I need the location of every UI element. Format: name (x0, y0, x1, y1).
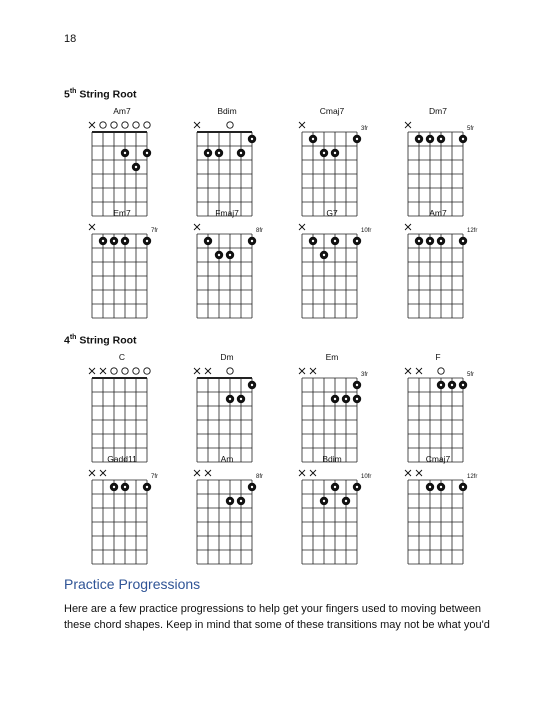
finger-dot-highlight (334, 240, 336, 242)
fretboard-grid (88, 208, 159, 308)
chord-diagram (88, 208, 159, 304)
fret-position-label: 5fr (467, 126, 475, 132)
finger-dot-highlight (345, 398, 347, 400)
chord-diagram (298, 208, 372, 304)
chord-diagram (193, 106, 261, 202)
finger-dot-highlight (124, 486, 126, 488)
finger-dot-highlight (229, 500, 231, 502)
fret-position-label: 8fr (256, 474, 264, 480)
finger-dot-highlight (323, 152, 325, 154)
finger-dot-highlight (334, 152, 336, 154)
chord-name: Bdim (322, 454, 342, 464)
chord-name: Am7 (429, 208, 447, 218)
section-heading-4th-string (64, 334, 137, 347)
open-string-marker (144, 368, 150, 374)
finger-dot-highlight (440, 384, 442, 386)
finger-dot-highlight (429, 486, 431, 488)
finger-dot-highlight (440, 240, 442, 242)
chord-diagram (298, 454, 372, 550)
finger-dot-highlight (240, 500, 242, 502)
fretboard-grid (298, 208, 366, 308)
chord-diagram (404, 208, 478, 304)
chord-diagram (88, 352, 156, 448)
finger-dot-highlight (102, 240, 104, 242)
section-heading-text: String Root (76, 334, 137, 347)
open-string-marker (227, 368, 233, 374)
finger-dot-highlight (356, 240, 358, 242)
chord-diagram (88, 454, 159, 550)
finger-dot-highlight (312, 240, 314, 242)
fret-position-label: 5fr (467, 372, 475, 378)
chord-name: Gadd11 (107, 454, 137, 464)
finger-dot-highlight (429, 240, 431, 242)
section-heading-number: 5 (64, 88, 70, 101)
chord-diagram (88, 106, 156, 202)
finger-dot-highlight (323, 500, 325, 502)
fretboard-grid (193, 106, 261, 206)
chord-name: Dm (220, 352, 234, 362)
chord-name: F (435, 352, 441, 362)
finger-dot-highlight (135, 166, 137, 168)
finger-dot-highlight (440, 138, 442, 140)
open-string-marker (111, 368, 117, 374)
fret-position-label: 3fr (361, 126, 369, 132)
open-string-marker (133, 122, 139, 128)
finger-dot-highlight (146, 486, 148, 488)
finger-dot-highlight (356, 384, 358, 386)
fret-position-label: 8fr (256, 228, 264, 234)
finger-dot-highlight (429, 138, 431, 140)
finger-dot-highlight (345, 500, 347, 502)
fretboard-grid (404, 454, 472, 554)
finger-dot-highlight (218, 152, 220, 154)
finger-dot-highlight (356, 486, 358, 488)
chord-name: G7 (326, 208, 338, 218)
finger-dot-highlight (240, 398, 242, 400)
finger-dot-highlight (124, 240, 126, 242)
open-string-marker (111, 122, 117, 128)
finger-dot-highlight (418, 138, 420, 140)
page-number: 18 (64, 33, 77, 45)
open-string-marker (144, 122, 150, 128)
chord-name: Am7 (113, 106, 131, 116)
finger-dot-highlight (462, 486, 464, 488)
finger-dot-highlight (251, 240, 253, 242)
finger-dot-highlight (113, 486, 115, 488)
chord-name: Dm7 (429, 106, 447, 116)
fretboard-grid (88, 352, 156, 452)
fretboard-grid (298, 454, 366, 554)
finger-dot-highlight (334, 486, 336, 488)
finger-dot-highlight (218, 254, 220, 256)
chord-name: Fmaj7 (215, 208, 239, 218)
finger-dot-highlight (251, 138, 253, 140)
chord-diagram (193, 208, 264, 304)
finger-dot-highlight (356, 138, 358, 140)
chord-name: Cmaj7 (425, 454, 451, 464)
finger-dot-highlight (312, 138, 314, 140)
chord-name: Am (220, 454, 234, 464)
chord-name: Em (325, 352, 339, 362)
open-string-marker (122, 122, 128, 128)
finger-dot-highlight (462, 384, 464, 386)
finger-dot-highlight (462, 240, 464, 242)
fret-position-label: 12fr (467, 474, 478, 480)
finger-dot-highlight (229, 254, 231, 256)
chord-diagram (298, 352, 369, 448)
open-string-marker (100, 122, 106, 128)
fretboard-grid (88, 454, 159, 554)
fretboard-grid (298, 106, 369, 206)
fret-position-label: 12fr (467, 228, 478, 234)
fret-position-label: 10fr (361, 228, 372, 234)
fretboard-grid (193, 352, 261, 452)
fret-position-label: 7fr (151, 228, 159, 234)
fret-position-label: 7fr (151, 474, 159, 480)
chord-diagram (193, 352, 261, 448)
finger-dot-highlight (124, 152, 126, 154)
open-string-marker (227, 122, 233, 128)
finger-dot-highlight (451, 384, 453, 386)
chord-diagram (404, 454, 478, 550)
intro-paragraph: Here are a few practice progressions to help get your fingers used to moving between these chord shapes. Keep in mind that some of these transitions may not be what you'd (64, 603, 490, 631)
fretboard-grid (88, 106, 156, 206)
fret-position-label: 10fr (361, 474, 372, 480)
fretboard-grid (404, 106, 475, 206)
fretboard-grid (404, 352, 475, 452)
chord-name: Bdim (217, 106, 237, 116)
open-string-marker (122, 368, 128, 374)
finger-dot-highlight (251, 384, 253, 386)
practice-progressions-heading: Practice Progressions (64, 576, 201, 592)
open-string-marker (133, 368, 139, 374)
finger-dot-highlight (251, 486, 253, 488)
section-heading-5th-string (64, 88, 137, 101)
finger-dot-highlight (207, 152, 209, 154)
chord-diagram (193, 454, 264, 550)
finger-dot-highlight (146, 240, 148, 242)
finger-dot-highlight (113, 240, 115, 242)
chord-diagram (404, 106, 475, 202)
finger-dot-highlight (440, 486, 442, 488)
finger-dot-highlight (207, 240, 209, 242)
chord-diagram (404, 352, 475, 448)
fretboard-grid (193, 454, 264, 554)
finger-dot-highlight (323, 254, 325, 256)
section-heading-suffix: th (69, 88, 77, 95)
chord-name: Em7 (113, 208, 131, 218)
fretboard-grid (298, 352, 369, 452)
fretboard-grid (193, 208, 264, 308)
finger-dot-highlight (356, 398, 358, 400)
finger-dot-highlight (418, 240, 420, 242)
fret-position-label: 3fr (361, 372, 369, 378)
section-heading-number: 4 (64, 334, 70, 347)
section-heading-suffix: th (69, 334, 77, 341)
finger-dot-highlight (229, 398, 231, 400)
finger-dot-highlight (240, 152, 242, 154)
open-string-marker (438, 368, 444, 374)
chord-name: Cmaj7 (319, 106, 345, 116)
section-heading-text: String Root (76, 88, 137, 101)
chord-diagram (298, 106, 369, 202)
fretboard-grid (404, 208, 472, 308)
finger-dot-highlight (146, 152, 148, 154)
finger-dot-highlight (334, 398, 336, 400)
finger-dot-highlight (462, 138, 464, 140)
chord-name: C (118, 352, 126, 362)
